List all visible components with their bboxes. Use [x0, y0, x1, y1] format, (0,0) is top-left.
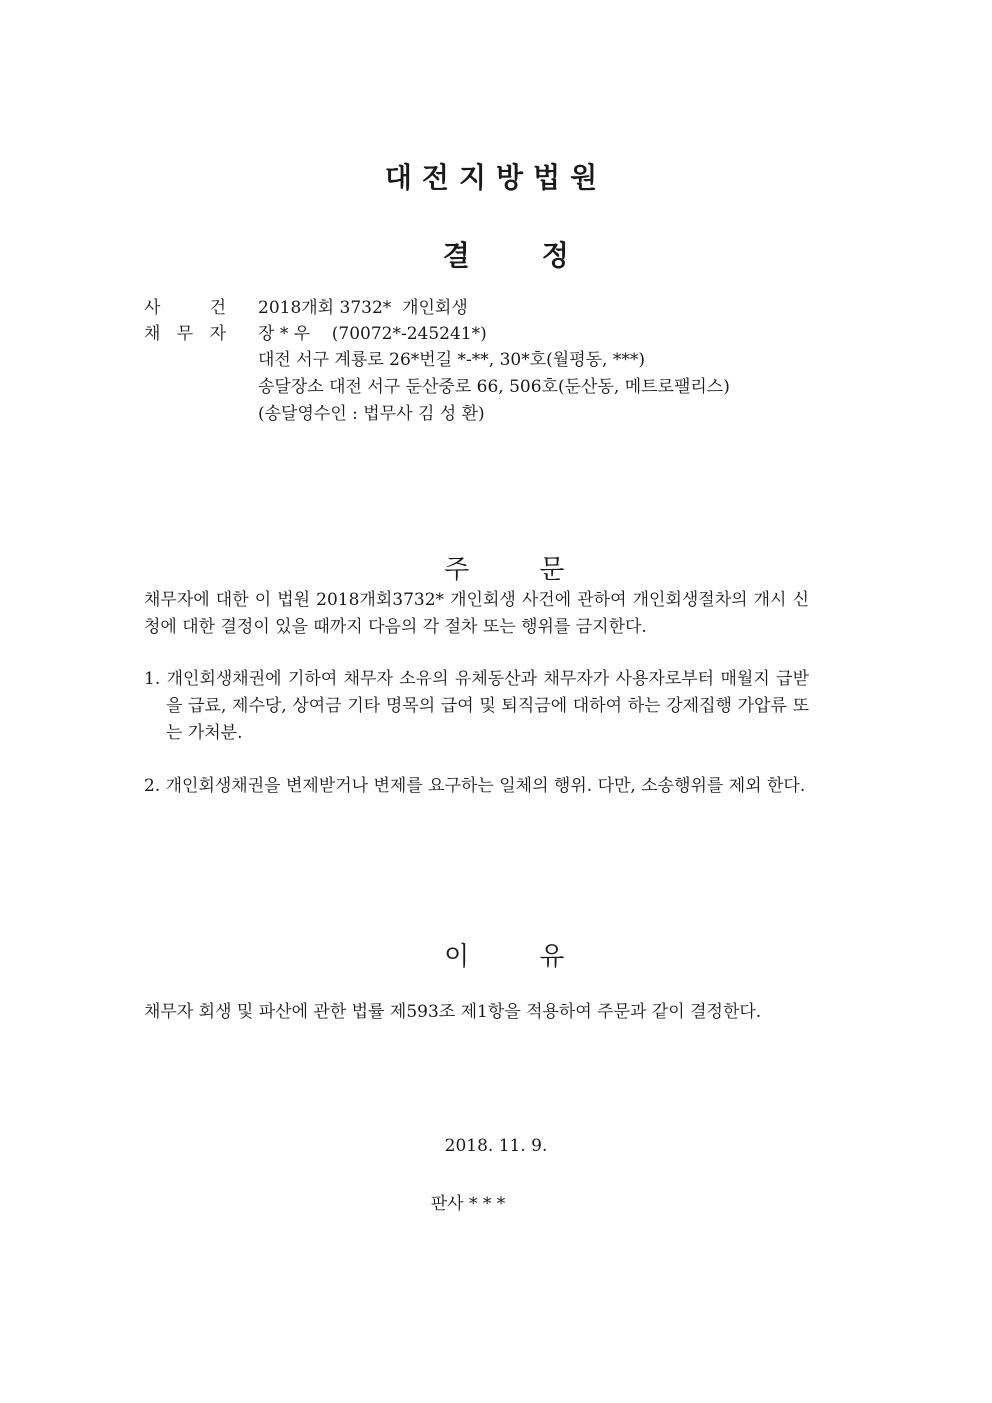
- order-section-title: 주 문: [444, 555, 565, 585]
- delivery-place: 송달장소 대전 서구 둔산중로 66, 506호(둔산동, 메트로팰리스): [258, 377, 730, 397]
- case-number: 2018개회 3732* 개인회생: [258, 298, 468, 318]
- document-type-char-2: 정: [541, 239, 569, 272]
- reason-section-title: 이 유: [444, 942, 565, 972]
- judge-signature: 판사 * * *: [430, 1194, 506, 1214]
- case-label: 사 건: [144, 298, 226, 318]
- order-intro-paragraph: 채무자에 대한 이 법원 2018개회3732* 개인회생 사건에 관하여 개인회생절차의 개시 신청에 대한 결정이 있을 때까지 다음의 각 절차 또는 행위를 금지한다.: [144, 590, 809, 637]
- reason-paragraph: 채무자 회생 및 파산에 관한 법률 제593조 제1항을 적용하여 주문과 같이 결정한다.: [144, 1002, 762, 1022]
- order-item-1: 1. 개인회생채권에 기하여 채무자 소유의 유체동산과 채무자가 사용자로부터 매월지 급받을 급료, 제수당, 상여금 기타 명목의 급여 및 퇴직금에 대하여 하는 강제집행 가압류 또는 가처분.: [144, 669, 809, 743]
- document-type-char-1: 결: [442, 239, 470, 272]
- debtor-address: 대전 서구 계룡로 26*번길 *-**, 30*호(월평동, ***): [258, 350, 645, 370]
- order-item-2: 2. 개인회생채권을 변제받거나 변제를 요구하는 일체의 행위. 다만, 소송행위를 제외 한다.: [144, 776, 806, 796]
- debtor-name: 장 * 우 (70072*-245241*): [258, 324, 487, 344]
- debtor-label: 채 무 자: [144, 324, 226, 344]
- document-type-title: [0, 201, 992, 274]
- delivery-recipient: (송달영수인 : 법무사 김 성 환): [258, 404, 485, 424]
- decision-date: 2018. 11. 9.: [444, 1136, 548, 1156]
- court-name: 대전지방법원: [384, 161, 608, 194]
